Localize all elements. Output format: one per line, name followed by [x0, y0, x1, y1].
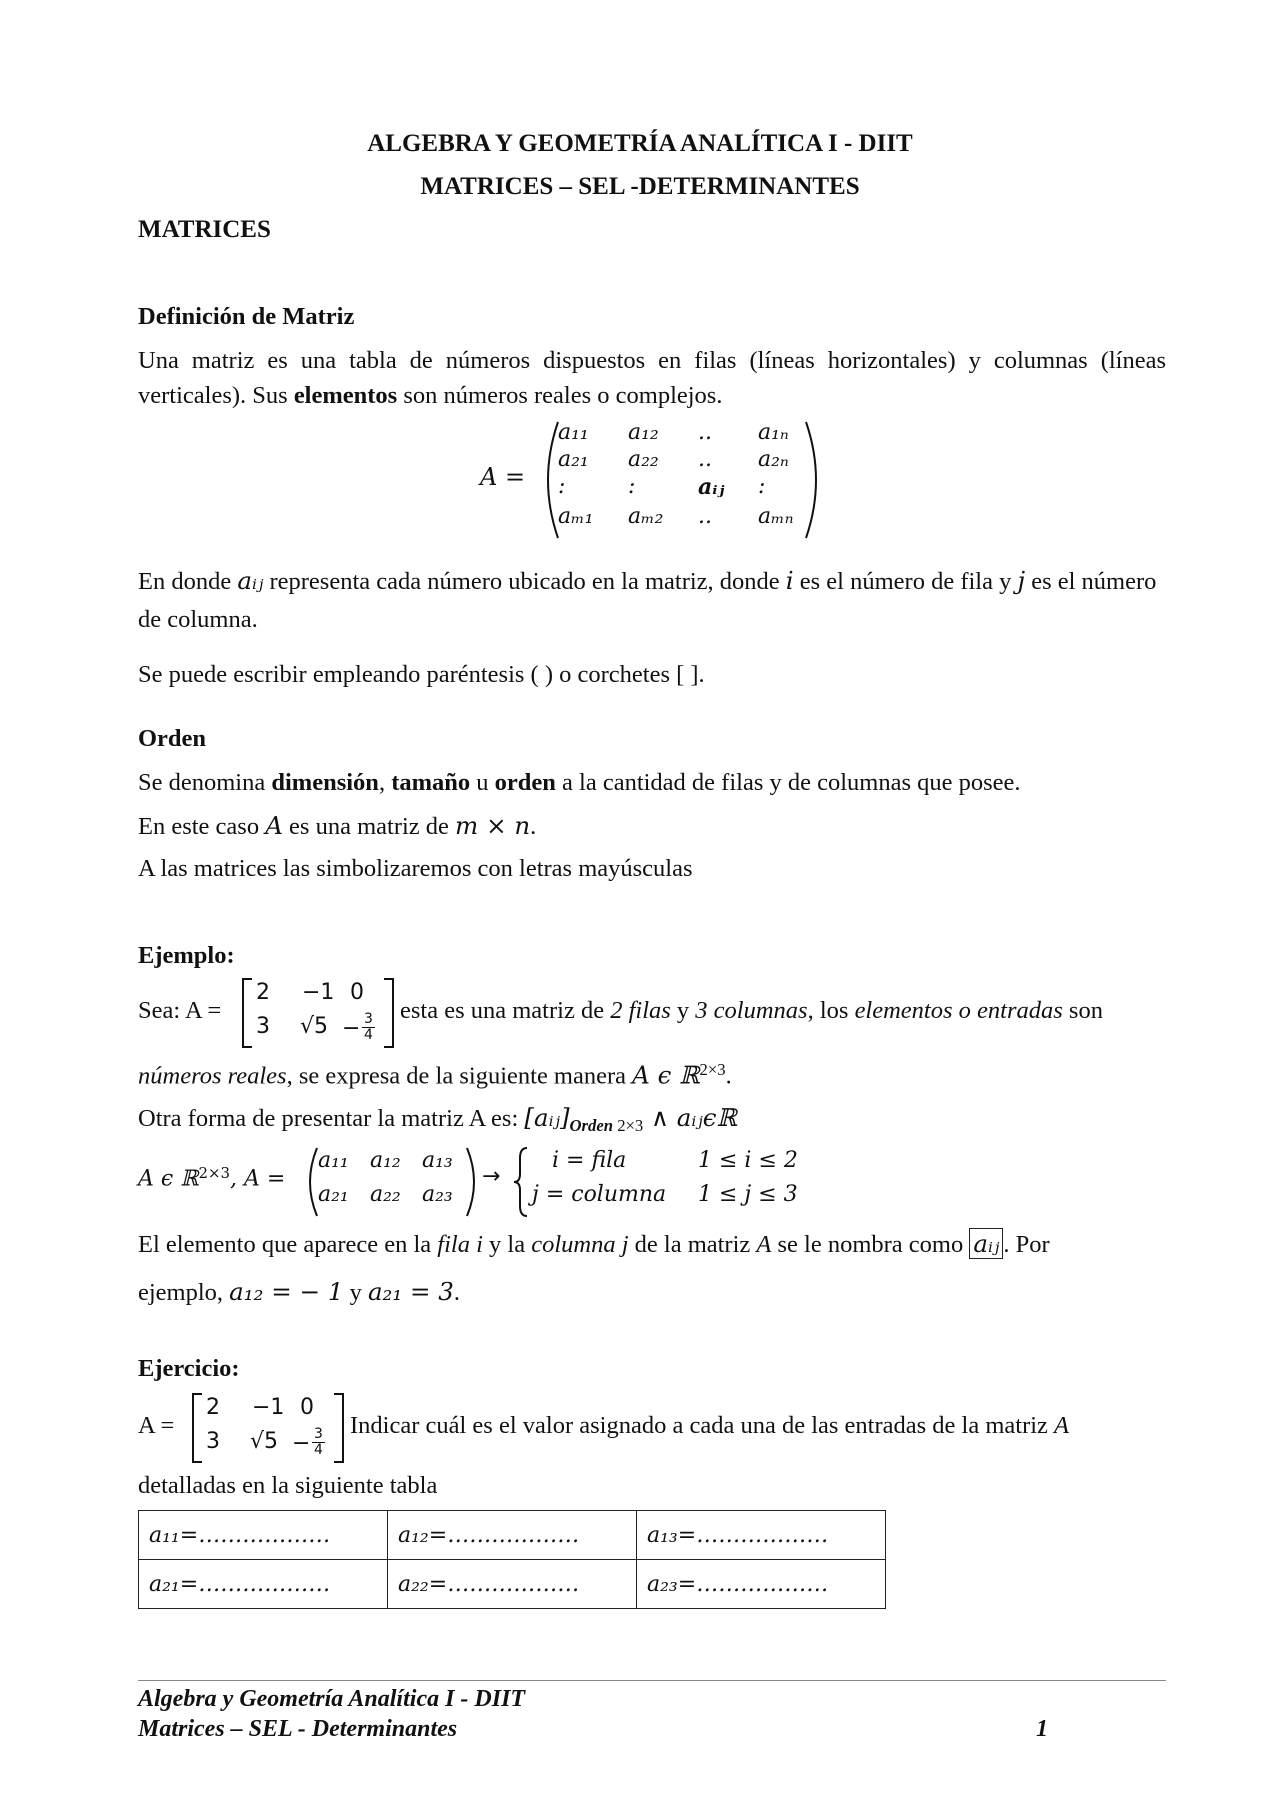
matrix-entry: a₂₁ — [558, 447, 589, 472]
document-title: ALGEBRA Y GEOMETRÍA ANALÍTICA I - DIIT — [367, 130, 913, 157]
matrix-entry: aₘ₁ — [558, 504, 594, 529]
matrix-entry: aₘ₂ — [628, 504, 664, 529]
table-row — [139, 1511, 886, 1560]
right-paren — [802, 420, 828, 540]
matrix-entries — [558, 420, 1280, 540]
matrix-entry: a₁₂ — [628, 420, 659, 445]
definicion-heading: Definición de Matriz — [138, 303, 355, 330]
right-paren — [464, 1146, 482, 1218]
matrix-entry: a₁ₙ — [758, 420, 789, 445]
ejemplo-values: ejemplo, a₁₂ = − 1 y a₂₁ = 3. — [138, 1277, 461, 1306]
footer-topic: Matrices – SEL - Determinantes — [138, 1716, 458, 1742]
matrix-entry: : — [758, 474, 766, 499]
table-cell[interactable]: a₂₁=……………… — [139, 1560, 388, 1609]
orden-line-1: Se denomina dimensión, tamaño u orden a la cantidad de filas y de columnas que posee. — [138, 769, 1021, 796]
footer-divider — [138, 1680, 1166, 1681]
ejercicio-matrix-line: A = 2 −1 0 3 √5 − $\frac{3}{4}$ Indicar cuál es el valor asignado a cada una de las entradas de la matriz A — [138, 1393, 1166, 1463]
element-naming-paragraph: El elemento que aparece en la fila i y la columna j de la matriz A se le nombra como aᵢⱼ . Por — [138, 1229, 1050, 1258]
right-bracket — [382, 978, 396, 1048]
fraction: $\frac{3}{4}$ — [314, 1426, 323, 1458]
section-heading: MATRICES — [138, 216, 271, 243]
matrix-entry: aᵢⱼ — [698, 474, 725, 500]
matrix-entry: a₂ₙ — [758, 447, 789, 472]
definicion-paragraph: Una matriz es una tabla de números dispuestos en filas (líneas horizontales) y columnas (líneas verticales). Sus elementos son números reales o complejos. — [138, 347, 1166, 409]
document-subtitle: MATRICES – SEL -DETERMINANTES — [420, 173, 860, 200]
def-matrix-entries: a₁₁ a₁₂ a₁₃ a₂₁ a₂₂ a₂₃ — [318, 1148, 453, 1207]
orden-line-2: En este caso A es una matriz de m × n. — [138, 811, 537, 840]
ejemplo-matrix-entries: 2 −1 0 3 √5 − $\frac{3}{4}$ — [256, 980, 373, 1043]
table-cell[interactable]: a₁₃=……………… — [637, 1511, 886, 1560]
index-definition: A ϵ ℝ$^{2\times 3}$, A = a₁₁ a₁₂ a₁₃ a₂₁ a₂₂ a₂₃ → i = fila 1 ≤ i ≤ 2 j = columna 1 ≤ j ≤ 3 — [138, 1146, 1038, 1218]
matrix-entry: a₁₁ — [558, 420, 589, 445]
arrow-icon: → — [482, 1164, 501, 1189]
right-bracket — [332, 1393, 346, 1463]
matrix-entry: : — [628, 474, 636, 499]
page-number: 1 — [1036, 1716, 1048, 1742]
footer-course: Algebra y Geometría Analítica I - DIIT — [138, 1686, 526, 1712]
matrix-lhs: A = — [480, 463, 526, 491]
table-cell[interactable]: a₁₁=……………… — [139, 1511, 388, 1560]
matrix-entry: : — [558, 474, 566, 499]
matrix-entry: aₘₙ — [758, 504, 794, 529]
ejemplo-matrix-line: Sea: A = 2 −1 0 3 √5 − $\frac{3}{4}$ esta es una matriz de 2 filas y 3 columnas, los elementos o entradas son — [138, 978, 1166, 1048]
otra-forma-line: Otra forma de presentar la matriz A es: $[aᵢⱼ]_{Orden}$ $_{2\times 3}$ ∧ aᵢⱼϵℝ — [138, 1103, 737, 1135]
table-cell[interactable]: a₁₂=……………… — [388, 1511, 637, 1560]
ejemplo-heading: Ejemplo: — [138, 942, 235, 969]
orden-line-3: A las matrices las simbolizaremos con letras mayúsculas — [138, 855, 693, 882]
aij-boxed: aᵢⱼ — [969, 1228, 1003, 1259]
matrix-entry: .. — [698, 504, 712, 529]
left-brace — [512, 1146, 530, 1218]
ejemplo-line-2: números reales, se expresa de la siguiente manera A ϵ ℝ$^{2\times 3}$. — [138, 1060, 732, 1090]
table-cell[interactable]: a₂₃=……………… — [637, 1560, 886, 1609]
exercise-table — [138, 1510, 886, 1609]
aij-explanation: En donde aᵢⱼ representa cada número ubicado en la matriz, donde i es el número de fila y j es el número de columna. — [138, 566, 1157, 633]
table-row — [139, 1560, 886, 1609]
matrix-entry: .. — [698, 447, 712, 472]
orden-heading: Orden — [138, 725, 207, 752]
table-cell[interactable]: a₂₂=……………… — [388, 1560, 637, 1609]
matrix-entry: .. — [698, 420, 712, 445]
matrix-entry: a₂₂ — [628, 447, 659, 472]
notation-note: Se puede escribir empleando paréntesis ( ) o corchetes [ ]. — [138, 661, 705, 688]
ejercicio-heading: Ejercicio: — [138, 1355, 240, 1382]
ejercicio-line-2: detalladas en la siguiente tabla — [138, 1472, 438, 1499]
ejercicio-matrix-entries: 2 −1 0 3 √5 − $\frac{3}{4}$ — [206, 1395, 323, 1458]
fraction: $\frac{3}{4}$ — [364, 1011, 373, 1043]
